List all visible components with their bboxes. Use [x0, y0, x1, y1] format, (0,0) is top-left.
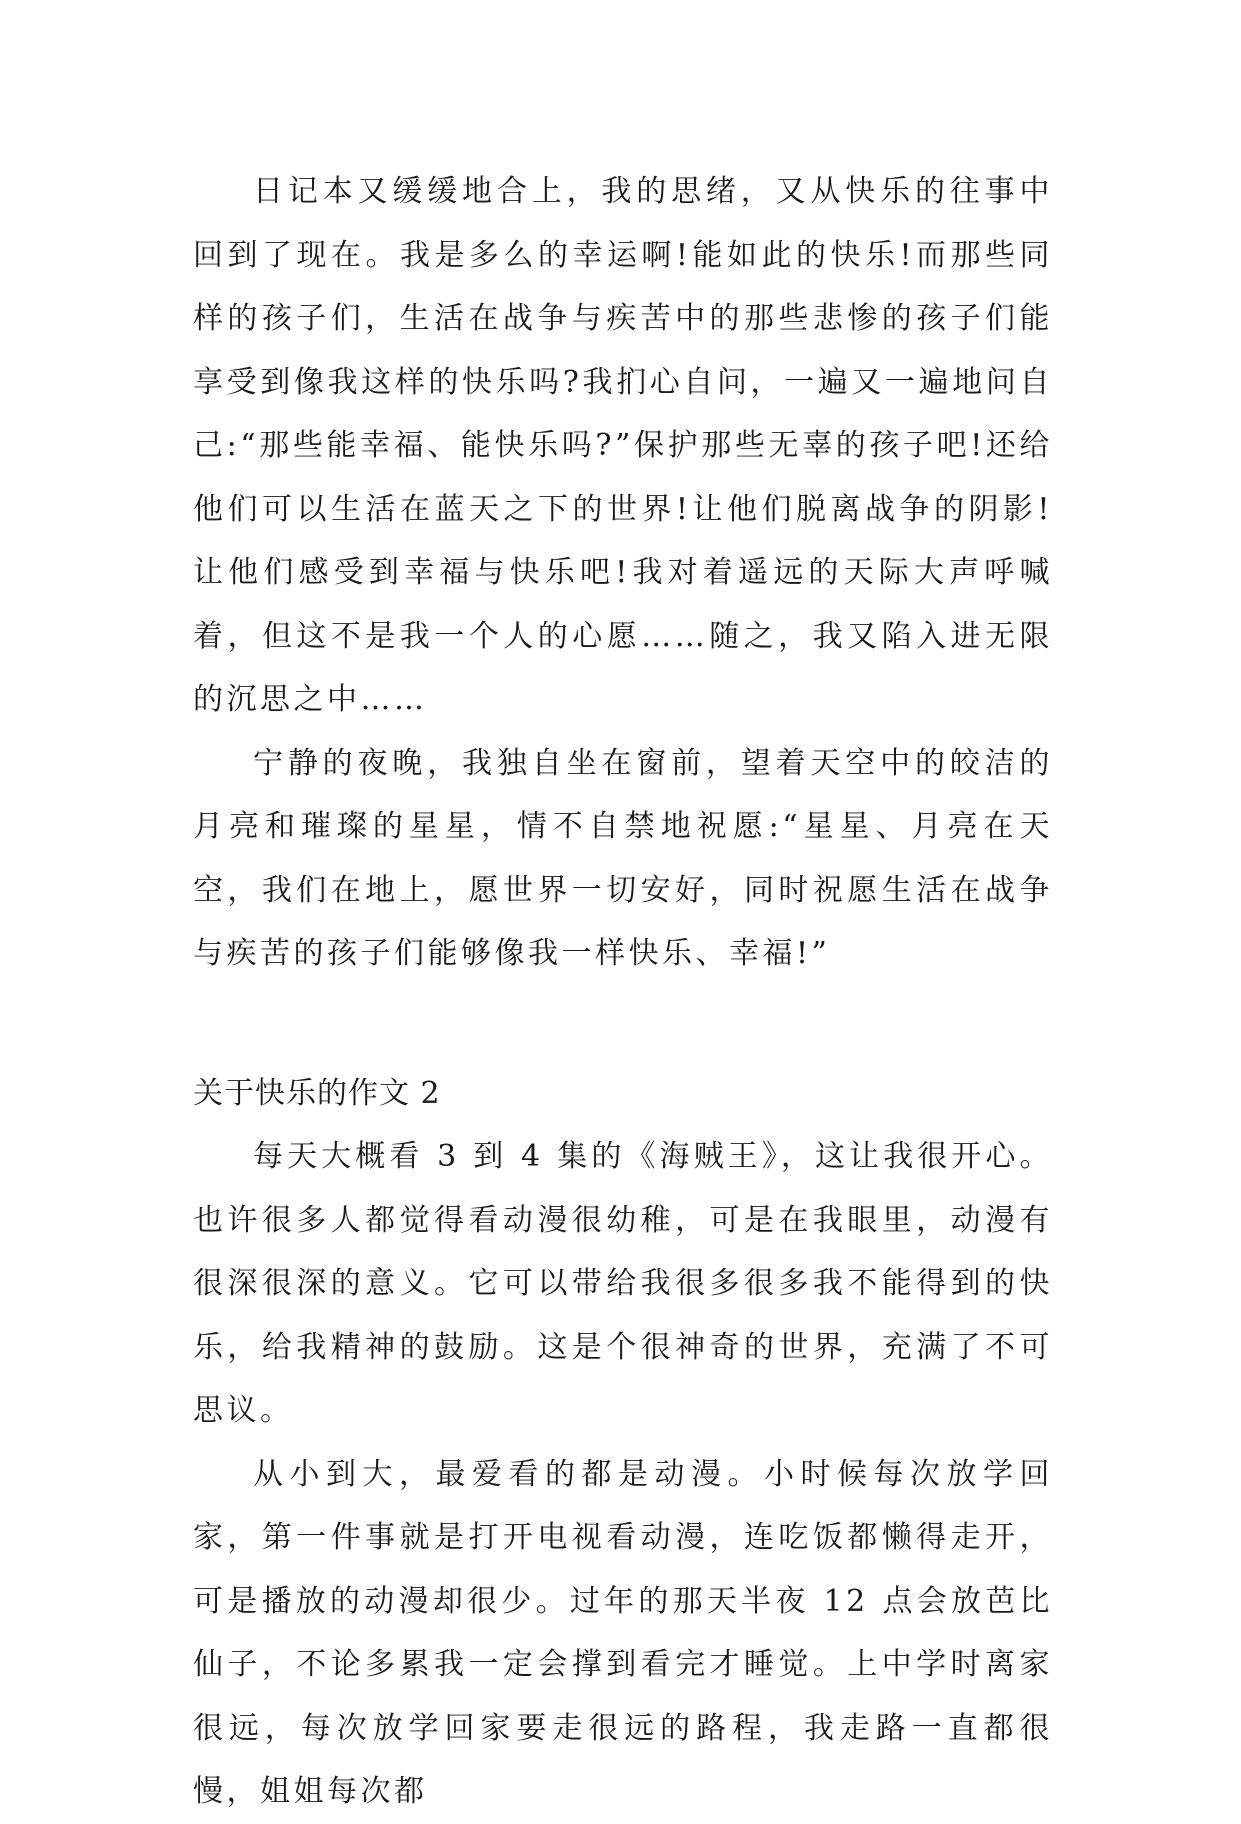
section-spacer: [193, 986, 1053, 1062]
paragraph-diary-closing: 日记本又缓缓地合上，我的思绪，又从快乐的往事中回到了现在。我是多么的幸运啊!能如此的快乐!而那些同样的孩子们，生活在战争与疾苦中的那些悲惨的孩子们能享受到像我这样的快乐吗?我扪心自问，一遍又一遍地问自己:“那些能幸福、能快乐吗?”保护那些无辜的孩子吧!还给他们可以生活在蓝天之下的世界!让他们脱离战争的阴影!让他们感受到幸福与快乐吧!我对着遥远的天际大声呼喊着，但这不是我一个人的心愿……随之，我又陷入进无限的沉思之中……: [193, 174, 1053, 717]
section-title: 关于快乐的作文 2: [193, 1075, 441, 1111]
paragraph-childhood-anime: 从小到大，最爱看的都是动漫。小时候每次放学回家，第一件事就是打开电视看动漫，连吃饭都懒得走开，可是播放的动漫却很少。过年的那天半夜 12 点会放芭比仙子，不论多累我一定会撑到看完才睡觉。上中学时离家很远，每次放学回家要走很远的路程，我走路一直都很慢，姐姐每次都: [193, 1456, 1053, 1809]
document-body: [193, 160, 1053, 1824]
paragraph-night-wish: 宁静的夜晚，我独自坐在窗前，望着天空中的皎洁的月亮和璀璨的星星，情不自禁地祝愿:“星星、月亮在天空，我们在地上，愿世界一切安好，同时祝愿生活在战争与疾苦的孩子们能够像我一样快乐、幸福!”: [193, 745, 1053, 971]
paragraph-one-piece: 每天大概看 3 到 4 集的《海贼王》，这让我很开心。也许很多人都觉得看动漫很幼稚，可是在我眼里，动漫有很深很深的意义。它可以带给我很多很多我不能得到的快乐，给我精神的鼓励。这是个很神奇的世界，充满了不可思议。: [193, 1139, 1053, 1428]
